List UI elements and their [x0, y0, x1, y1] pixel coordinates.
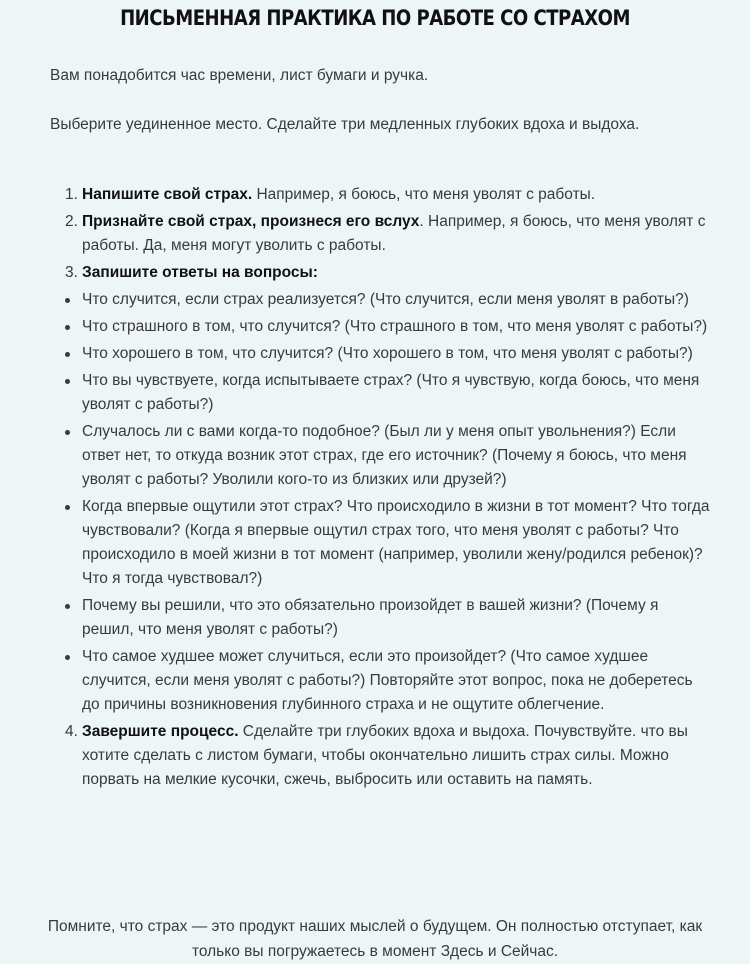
- bullet-icon: [65, 379, 70, 384]
- step-1: [62, 183, 712, 207]
- step-number: 4.: [65, 723, 78, 740]
- bullet-icon: [65, 655, 70, 660]
- bullet-icon: [65, 604, 70, 609]
- bullet-icon: [65, 505, 70, 510]
- step-text: Сделайте три глубоких вдоха и выдоха. Почувствуйте. что вы хотите сделать с листом бумаги, чтобы окончательно лишить страх силы. Можно порвать на мелкие кусочки, сжечь, выбросить или оставить на память.: [82, 723, 688, 788]
- steps-list: [62, 183, 712, 795]
- list-item: Когда впервые ощутили этот страх? Что происходило в жизни в тот момент? Что тогда чувствовали? (Когда я впервые ощутил страх того, что меня уволят с работы? Что происходило в моей жизни в тот момент (например, уволили жену/родился ребенок)? Что я тогда чувствовал?): [62, 495, 712, 591]
- closing-note: Помните, что страх — это продукт наших мыслей о будущем. Он полностью отступает, как только вы погружаетесь в момент Здесь и Сейчас.: [47, 918, 703, 960]
- step-text: . Например, я боюсь, что меня уволят с работы. Да, меня могут уволить с работы.: [82, 213, 706, 254]
- list-item: Что случится, если страх реализуется? (Что случится, если меня уволят в работы?): [62, 288, 712, 312]
- list-item: Случалось ли с вами когда-то подобное? (Был ли у меня опыт увольнения?) Если ответ нет, то откуда возник этот страх, где его источник? (Почему я боюсь, что меня уволят с работы? Уволили кого-то из близких или друзей?): [62, 420, 712, 492]
- bullet-icon: [65, 430, 70, 435]
- list-item: Что самое худшее может случиться, если это произойдет? (Что самое худшее случится, если меня уволят с работы?) Повторяйте этот вопрос, пока не доберетесь до причины возникновения глубинного страха и не ощутите облегчение.: [62, 645, 712, 717]
- step-heading: Признайте свой страх, произнеся его вслух: [82, 213, 420, 230]
- list-item: Что страшного в том, что случится? (Что страшного в том, что меня уволят с работы?): [62, 315, 712, 339]
- intro-line-2: Выберите уединенное место. Сделайте три медленных глубоких вдоха и выдоха.: [50, 116, 640, 133]
- list-item: Почему вы решили, что это обязательно произойдет в вашей жизни? (Почему я решил, что меня уволят с работы?): [62, 594, 712, 642]
- step-heading: Напишите свой страх.: [82, 186, 253, 203]
- step-number: 1.: [65, 186, 78, 203]
- step-text: Например, я боюсь, что меня уволят с работы.: [252, 186, 596, 203]
- list-item: Что вы чувствуете, когда испытываете страх? (Что я чувствую, когда боюсь, что меня уволят с работы?): [62, 369, 712, 417]
- list-item: Что хорошего в том, что случится? (Что хорошего в том, что меня уволят с работы?): [62, 342, 712, 366]
- step-4: [62, 720, 712, 792]
- bullet-icon: [65, 298, 70, 303]
- page-title: ПИСЬМЕННАЯ ПРАКТИКА ПО РАБОТЕ СО СТРАХОМ: [120, 6, 630, 30]
- step-heading: Запишите ответы на вопросы:: [82, 264, 318, 281]
- bullet-icon: [65, 325, 70, 330]
- questions-list: [62, 288, 712, 717]
- step-3: [62, 261, 712, 285]
- step-number: 2.: [65, 213, 78, 230]
- step-number: 3.: [65, 264, 78, 281]
- intro-line-1: Вам понадобится час времени, лист бумаги и ручка.: [50, 67, 429, 84]
- bullet-icon: [65, 352, 70, 357]
- step-heading: Завершите процесс.: [82, 723, 239, 740]
- step-2: [62, 210, 712, 258]
